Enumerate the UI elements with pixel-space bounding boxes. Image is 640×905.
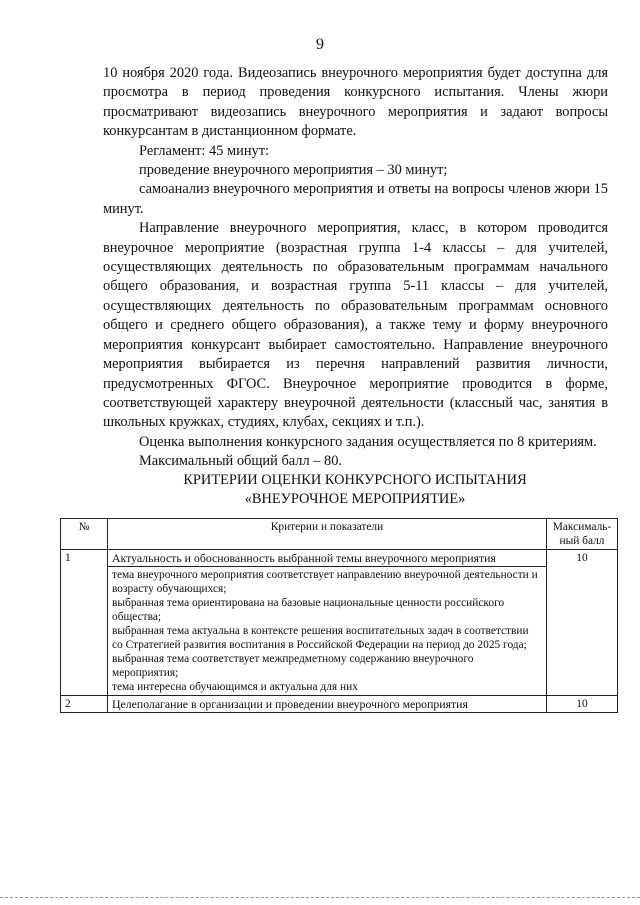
criterion-title: Актуальность и обоснованность выбранной темы внеурочного мероприятия [108, 550, 547, 567]
criteria-heading [0, 471, 640, 509]
criteria-heading-line1: КРИТЕРИИ ОЦЕНКИ КОНКУРСНОГО ИСПЫТАНИЯ [183, 472, 527, 488]
indicator-item: тема внеурочного мероприятия соответствует направлению внеурочной деятельности и возрасту обучающихся; [112, 569, 538, 595]
criterion-score: 10 [547, 550, 618, 696]
page-number: 9 [316, 36, 324, 53]
paragraph: 10 ноября 2020 года. Видеозапись внеурочного мероприятия будет доступна для просмотра в период проведения конкурсного испытания. Члены жюри просматривают видеозапись внеурочного мероприятия и задают вопросы конкурсантам в дистанционном формате. [103, 65, 608, 140]
row-number: 2 [61, 696, 108, 713]
table-row [61, 696, 618, 713]
criterion-score: 10 [547, 696, 618, 713]
criterion-indicators [108, 567, 547, 696]
paragraph: Регламент: 45 минут: [139, 142, 269, 159]
criteria-table [60, 518, 618, 713]
column-header-max-score: Максималь-ный балл [547, 519, 618, 550]
indicator-item: выбранная тема актуальна в контексте решения воспитательных задач в соответствии со Стратегией развития воспитания в Российской Федерации на период до 2025 года; [112, 625, 529, 651]
row-number: 1 [61, 550, 108, 696]
paragraph: самоанализ внеурочного мероприятия и ответы на вопросы членов жюри 15 минут. [103, 181, 608, 217]
page-bottom-divider [0, 897, 640, 899]
column-header-num: № [61, 519, 108, 550]
body-text [103, 64, 608, 472]
indicator-item: тема интересна обучающимся и актуальна для них [112, 681, 358, 693]
criterion-title: Целеполагание в организации и проведении внеурочного мероприятия [108, 696, 547, 713]
paragraph: проведение внеурочного мероприятия – 30 минут; [139, 162, 448, 179]
indicator-item: выбранная тема ориентирована на базовые национальные ценности российского общества; [112, 597, 505, 623]
table-header-row [61, 519, 618, 550]
table-row [61, 550, 618, 567]
paragraph: Максимальный общий балл – 80. [139, 453, 343, 470]
column-header-criteria: Критерии и показатели [108, 519, 547, 550]
table-row [61, 567, 618, 696]
paragraph: Оценка выполнения конкурсного задания осуществляется по 8 критериям. [139, 433, 597, 450]
paragraph: Направление внеурочного мероприятия, класс, в котором проводится внеурочное мероприятие (возрастная группа 1-4 классы – для учителей, осуществляющих деятельность по образовательным программам начального общего образования, и возрастная группа 5-11 классы – для учителей, осуществляющих деятельность по образовательным программам основного общего и среднего общего образования), а также тему и форму внеурочного мероприятия конкурсант выбирает самостоятельно. Направление внеурочного мероприятия выбирается из перечня направлений развития личности, предусмотренных ФГОС. Внеурочное мероприятие проводится в форме, соответствующей характеру внеурочной деятельности (классный час, занятия в школьных кружках, студиях, клубах, секциях и т.п.). [103, 220, 608, 431]
criteria-heading-line2: «ВНЕУРОЧНОЕ МЕРОПРИЯТИЕ» [244, 491, 466, 507]
indicator-item: выбранная тема соответствует межпредметному содержанию внеурочного мероприятия; [112, 653, 474, 679]
